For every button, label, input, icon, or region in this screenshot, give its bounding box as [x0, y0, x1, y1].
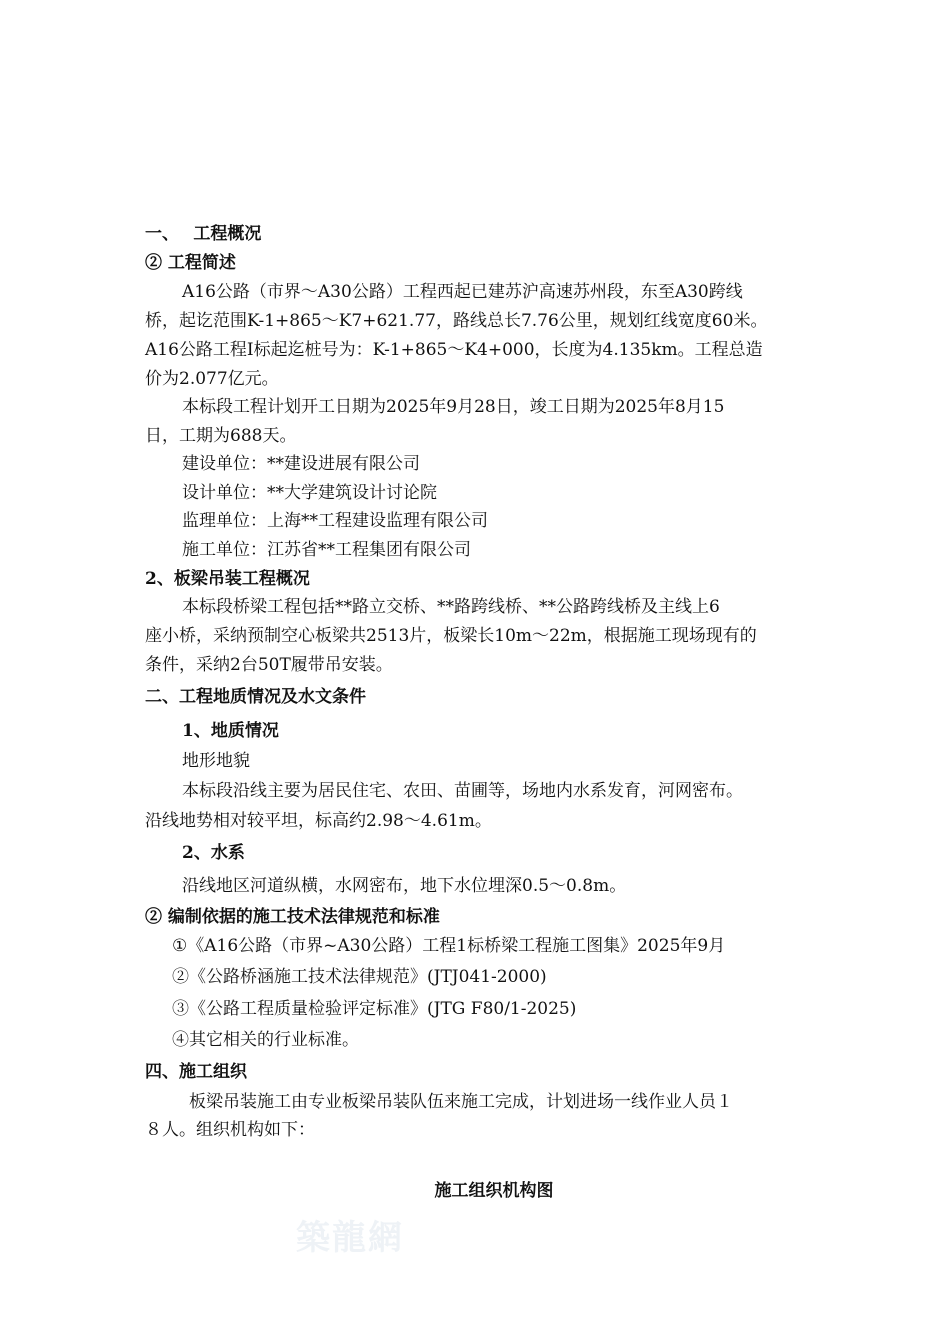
watermark-logo: 築龍網	[296, 1218, 404, 1258]
paragraph-line: 本标段工程计划开工日期为2025年9月28日，竣工日期为2025年8月15	[182, 397, 725, 417]
reference-item: ②《公路桥涵施工技术法律规范》(JTJ041-2000)	[172, 967, 547, 987]
subsection-heading-water: 2、水系	[182, 843, 245, 863]
paragraph-line: A16公路工程Ⅰ标起迄桩号为：K-1+865～K4+000，长度为4.135km。工程总造	[145, 340, 763, 360]
section-heading-1: 一、 工程概况	[145, 224, 262, 244]
paragraph-line: 本标段沿线主要为居民住宅、农田、苗圃等，场地内水系发育，河网密布。	[182, 781, 743, 801]
section-heading-basis: ② 编制依据的施工技术法律规范和标准	[145, 907, 440, 927]
paragraph-line: ８人。组织机构如下：	[145, 1120, 315, 1140]
paragraph-line: A16公路（市界～A30公路）工程西起已建苏沪高速苏州段，东至A30跨线	[182, 282, 743, 302]
subsection-heading-geology: 1、地质情况	[182, 721, 279, 741]
paragraph-line: 桥，起讫范围K-1+865～K7+621.77，路线总长7.76公里，规划红线宽度60米。	[145, 311, 768, 331]
paragraph-line: 座小桥，采纳预制空心板梁共2513片，板梁长10m～22m，根据施工现场现有的	[145, 626, 757, 646]
paragraph-line: 板梁吊装施工由专业板梁吊装队伍来施工完成，计划进场一线作业人员１	[189, 1092, 733, 1112]
terrain-label: 地形地貌	[182, 751, 250, 771]
paragraph-line: 本标段桥梁工程包括**路立交桥、**路跨线桥、**公路跨线桥及主线上6	[182, 597, 720, 617]
subsection-heading-overview: ② 工程简述	[145, 253, 236, 273]
reference-item: ④其它相关的行业标准。	[172, 1030, 359, 1050]
reference-item: ③《公路工程质量检验评定标准》(JTG F80/1-2025)	[172, 999, 577, 1019]
paragraph-line: 沿线地势相对较平坦，标高约2.98～4.61m。	[145, 811, 492, 831]
section-heading-4: 四、施工组织	[145, 1062, 247, 1082]
paragraph-line: 日，工期为688天。	[145, 426, 297, 446]
paragraph-line: 条件，采纳2台50T履带吊安装。	[145, 655, 393, 675]
unit-supervisor: 监理单位：上海**工程建设监理有限公司	[182, 511, 488, 531]
subsection-heading-girder: 2、板梁吊装工程概况	[145, 569, 310, 589]
unit-construction-owner: 建设单位：**建设进展有限公司	[182, 454, 420, 474]
paragraph-line: 沿线地区河道纵横，水网密布，地下水位埋深0.5～0.8m。	[182, 876, 627, 896]
section-heading-2: 二、工程地质情况及水文条件	[145, 687, 366, 707]
paragraph-line: 价为2.077亿元。	[145, 369, 279, 389]
unit-designer: 设计单位：**大学建筑设计讨论院	[182, 483, 437, 503]
reference-item: ①《A16公路（市界~A30公路）工程1标桥梁工程施工图集》2025年9月	[172, 936, 726, 956]
unit-contractor: 施工单位：江苏省**工程集团有限公司	[182, 540, 471, 560]
org-chart-title: 施工组织机构图	[434, 1181, 554, 1201]
